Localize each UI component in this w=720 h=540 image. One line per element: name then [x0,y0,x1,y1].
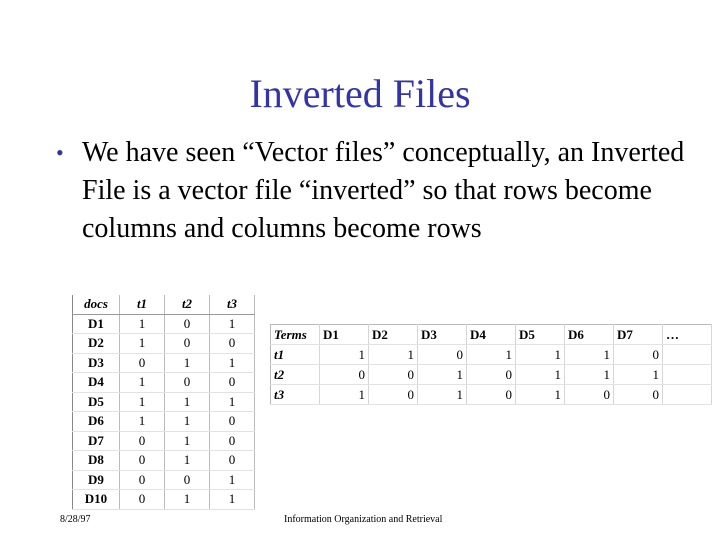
value-cell: 0 [210,334,255,354]
value-cell: 1 [210,392,255,412]
value-cell: 1 [120,373,165,393]
table-row [271,345,712,365]
value-cell: 1 [165,431,210,451]
empty-cell [663,385,712,405]
value-cell: 1 [467,345,516,365]
table-row [271,365,712,385]
doc-id-cell: D5 [73,392,120,412]
value-cell: 0 [369,385,418,405]
value-cell: 1 [418,365,467,385]
table-row [73,353,255,373]
value-cell: 1 [369,345,418,365]
doc-id-cell: D3 [73,353,120,373]
doc-header: D1 [320,325,369,345]
term-id-cell: t1 [271,345,320,365]
value-cell: 1 [565,345,614,365]
table-row [73,314,255,334]
bullet-point [56,134,696,248]
value-cell: 0 [565,385,614,405]
value-cell: 0 [165,314,210,334]
doc-id-cell: D10 [73,490,120,510]
table-row [73,412,255,432]
value-cell: 0 [120,470,165,490]
value-cell: 1 [516,365,565,385]
value-cell: 1 [210,353,255,373]
slide-title: Inverted Files [249,71,471,116]
docs-terms-table [72,295,255,510]
doc-header: D4 [467,325,516,345]
doc-id-cell: D1 [73,314,120,334]
value-cell: 1 [165,392,210,412]
doc-id-cell: D8 [73,451,120,471]
value-cell: 0 [614,385,663,405]
doc-header: D3 [418,325,467,345]
value-cell: 1 [320,385,369,405]
table-row [73,392,255,412]
value-cell: 1 [565,365,614,385]
value-cell: 0 [418,345,467,365]
value-cell: 0 [165,373,210,393]
doc-id-cell: D4 [73,373,120,393]
bullet-icon: • [56,140,64,165]
table-row [73,470,255,490]
value-cell: 1 [614,365,663,385]
value-cell: 0 [120,431,165,451]
term-header: t3 [210,295,255,314]
doc-header: D2 [369,325,418,345]
value-cell: 1 [120,412,165,432]
term-id-cell: t3 [271,385,320,405]
doc-id-cell: D2 [73,334,120,354]
terms-docs-table [270,324,712,405]
footer-course: Information Organization and Retrieval [284,514,443,525]
value-cell: 1 [120,392,165,412]
value-cell: 0 [165,470,210,490]
empty-cell [663,345,712,365]
term-header: t1 [120,295,165,314]
value-cell: 0 [165,334,210,354]
terms-header: Terms [271,325,320,345]
value-cell: 0 [120,490,165,510]
value-cell: 0 [120,451,165,471]
value-cell: 1 [165,490,210,510]
value-cell: 1 [120,334,165,354]
table-row [271,385,712,405]
doc-id-cell: D7 [73,431,120,451]
table-row [73,451,255,471]
value-cell: 0 [369,365,418,385]
bullet-text: We have seen “Vector files” conceptually, an Inverted File is a vector file “inverted” so that rows become columns and columns become rows [82,137,685,244]
value-cell: 0 [210,373,255,393]
value-cell: 1 [320,345,369,365]
value-cell: 0 [210,412,255,432]
value-cell: 0 [614,345,663,365]
value-cell: 1 [516,385,565,405]
value-cell: 0 [120,353,165,373]
value-cell: 1 [210,314,255,334]
value-cell: 1 [165,412,210,432]
value-cell: 0 [210,431,255,451]
table-row [73,490,255,510]
value-cell: 1 [120,314,165,334]
value-cell: 1 [165,353,210,373]
value-cell: 1 [418,385,467,405]
doc-id-cell: D6 [73,412,120,432]
value-cell: 0 [320,365,369,385]
doc-header: D7 [614,325,663,345]
doc-header: … [663,325,712,345]
doc-id-cell: D9 [73,470,120,490]
doc-header: D5 [516,325,565,345]
value-cell: 0 [467,365,516,385]
docs-header: docs [73,295,120,314]
value-cell: 1 [165,451,210,471]
table-row [73,431,255,451]
value-cell: 1 [516,345,565,365]
value-cell: 0 [210,451,255,471]
term-header: t2 [165,295,210,314]
table-row [73,334,255,354]
footer-date: 8/28/97 [60,514,91,525]
value-cell: 1 [210,490,255,510]
term-id-cell: t2 [271,365,320,385]
empty-cell [663,365,712,385]
value-cell: 0 [467,385,516,405]
table-row [73,373,255,393]
value-cell: 1 [210,470,255,490]
doc-header: D6 [565,325,614,345]
